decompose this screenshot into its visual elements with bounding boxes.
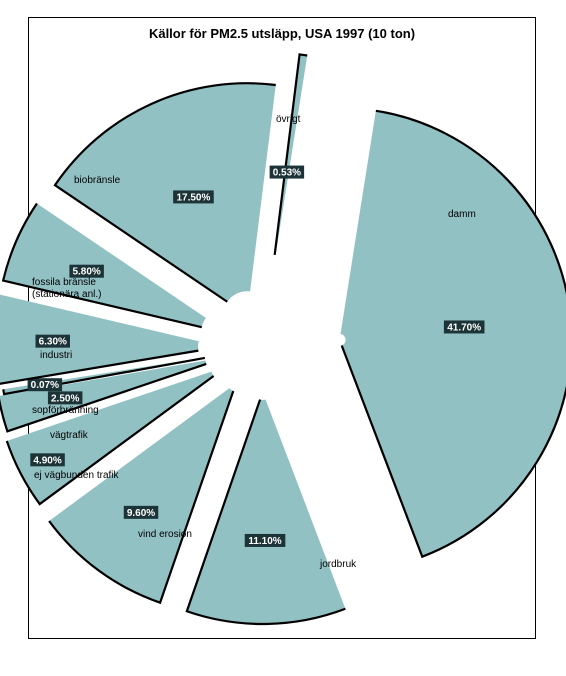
data-label-text-vagtrafik: 2.50% — [51, 393, 80, 405]
category-label-jordbruk: jordbruk — [320, 559, 357, 570]
category-label-vind-erosion: vind erosion — [138, 529, 192, 540]
data-label-industri — [36, 335, 71, 348]
chart-title: Källor för PM2.5 utsläpp, USA 1997 (10 ton) — [148, 26, 416, 41]
category-label-biobransle: biobränsle — [74, 175, 121, 186]
data-label-text-vind-erosion: 9.60% — [126, 507, 156, 519]
data-label-text-biobransle: 17.50% — [176, 192, 211, 204]
data-label-sopforbranning — [28, 378, 63, 391]
data-label-ej-vagbunden-trafik — [30, 453, 64, 466]
data-label-text-jordbruk: 11.10% — [248, 535, 282, 547]
data-label-text-ej-vagbunden-trafik: 4.90% — [33, 455, 62, 467]
data-label-biobransle — [173, 190, 214, 203]
category-label-industri: industri — [40, 350, 73, 361]
pie-slice-damm — [341, 111, 566, 557]
data-label-fossila-bransle-stationara-anl — [69, 265, 104, 278]
category-label-vagtrafik: vägtrafik — [50, 430, 88, 441]
data-label-text-ovrigt: 0.53% — [272, 167, 302, 179]
category-label-sopforbranning: sopförbränning — [32, 405, 99, 416]
category-label-fossila-bransle-stationara-anl: fossila bränsle (stationära anl.) — [32, 277, 102, 300]
data-label-text-fossila-bransle-stationara-anl: 5.80% — [72, 266, 101, 278]
pie-slice-ovrigt — [272, 54, 308, 255]
data-label-vind-erosion — [124, 506, 159, 519]
data-label-damm — [444, 320, 485, 333]
data-label-ovrigt — [270, 166, 305, 179]
data-label-text-sopforbranning: 0.07% — [30, 380, 60, 392]
category-label-ovrigt: övrigt — [276, 114, 301, 125]
data-label-text-industri: 6.30% — [38, 336, 67, 348]
category-label-ej-vagbunden-trafik: ej vägbunden trafik — [34, 470, 119, 481]
data-label-jordbruk — [245, 534, 286, 547]
data-label-text-damm: 41.70% — [447, 322, 482, 334]
category-label-damm: damm — [448, 209, 476, 220]
data-label-vagtrafik — [48, 391, 83, 404]
